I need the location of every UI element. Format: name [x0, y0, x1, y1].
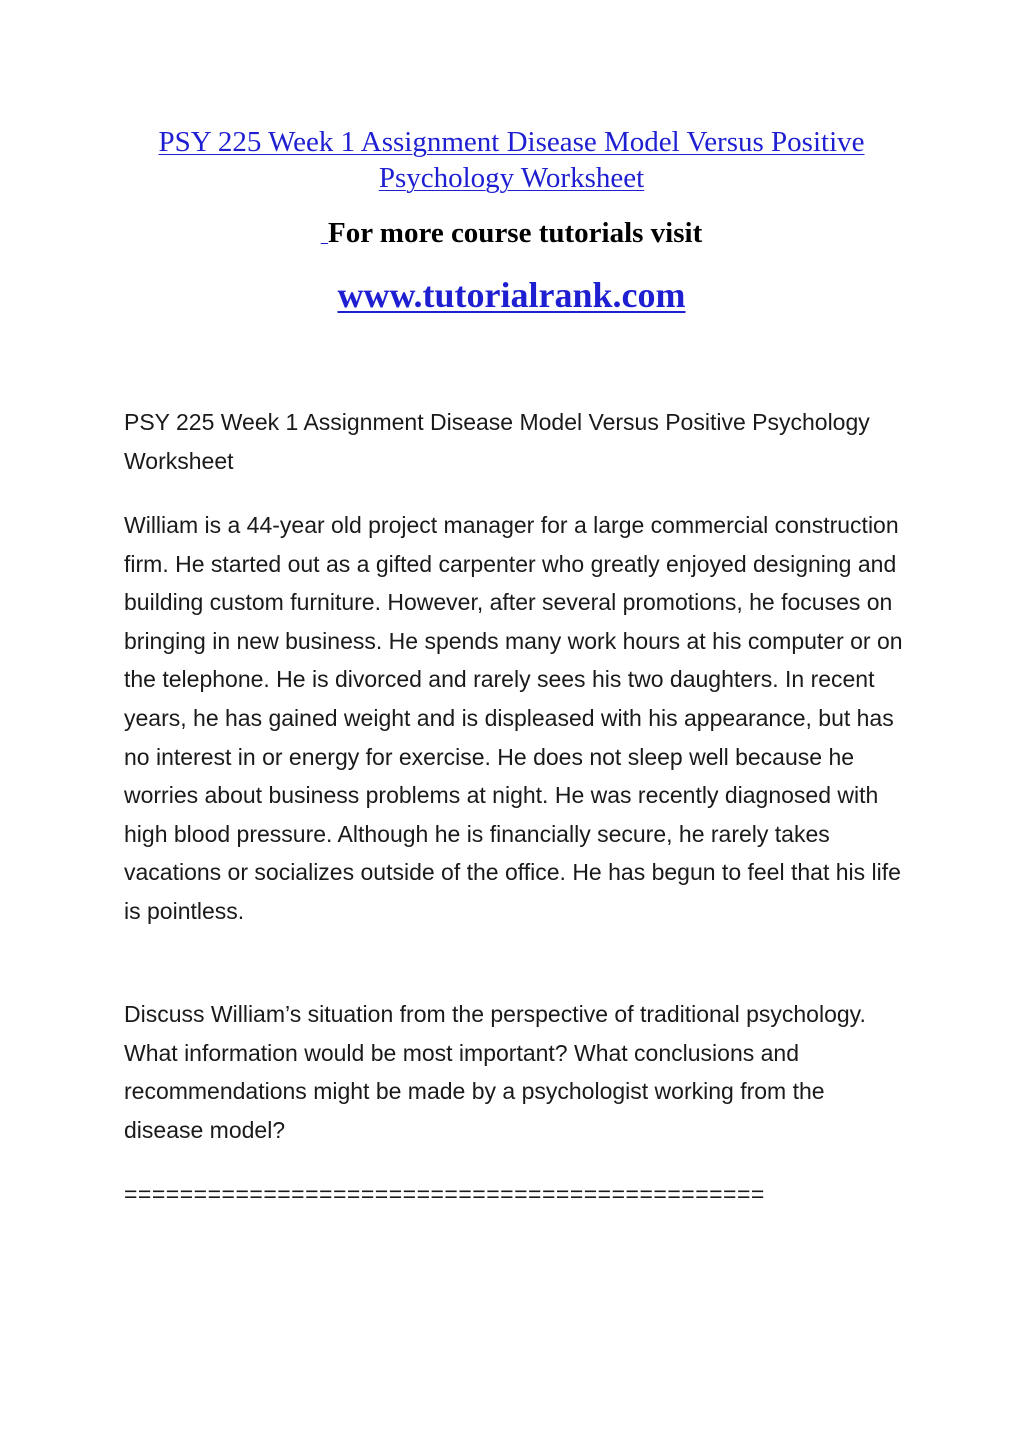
separator-line: ==============================================	[124, 1181, 765, 1207]
site-url-link[interactable]: www.tutorialrank.com	[337, 275, 686, 315]
more-tutorials-text: For more course tutorials visit	[328, 217, 703, 249]
question-paragraph: Discuss William’s situation from the perspective of traditional psychology. What information would be most important? What conclusions and recommendations might be made by a psychologist working from the disease model?	[124, 1001, 866, 1143]
blank-link[interactable]	[321, 217, 328, 249]
document-subtitle: PSY 225 Week 1 Assignment Disease Model Versus Positive Psychology Worksheet	[124, 409, 870, 474]
title-link[interactable]: PSY 225 Week 1 Assignment Disease Model Versus Positive Psychology Worksheet	[158, 126, 865, 194]
more-tutorials-line	[0, 215, 1023, 251]
case-paragraph: William is a 44-year old project manager for a large commercial construction firm. He started out as a gifted carpenter who greatly enjoyed designing and building custom furniture. However, after several promotions, he focuses on bringing in new business. He spends many work hours at his computer or on the telephone. He is divorced and rarely sees his two daughters. In recent years, he has gained weight and is displeased with his appearance, but has no interest in or energy for exercise. He does not sleep well because he worries about business problems at night. He was recently diagnosed with high blood pressure. Although he is financially secure, he rarely takes vacations or socializes outside of the office. He has begun to feel that his life is pointless.	[124, 512, 903, 924]
